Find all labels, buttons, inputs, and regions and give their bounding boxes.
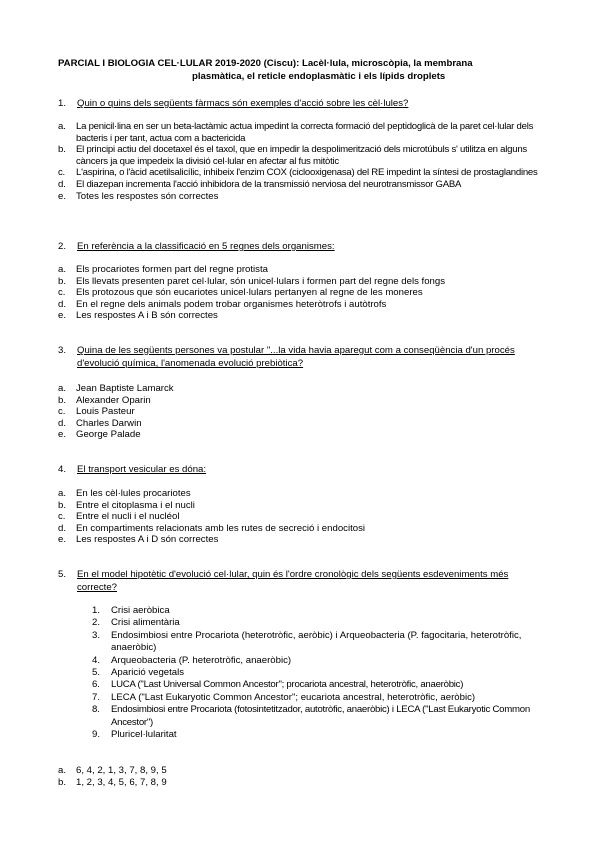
option-a [58, 488, 548, 500]
event-text: Pluricel·lularitat [111, 729, 177, 741]
event-text: Aparició vegetals [111, 667, 185, 679]
option-text: Entre el nucli i el nucléol [76, 511, 180, 523]
question-5-options [58, 765, 548, 788]
question-number: 2. [58, 241, 67, 252]
question-text: En el model hipotètic d'evolució cel·lular, quin és l'ordre cronològic dels següents esdeveniments més correcte? [77, 569, 509, 593]
question-4 [58, 463, 548, 476]
option-a [58, 765, 548, 777]
event-text: LUCA ("Last Universal Common Ancestor"; procariota ancestral, heterotròfic, anaeròbic) [111, 679, 464, 691]
option-letter: c. [58, 406, 66, 418]
question-2-options [58, 264, 548, 322]
question-number: 4. [58, 464, 67, 475]
option-text: Jean Baptiste Lamarck [76, 383, 174, 394]
question-number: 5. [58, 569, 67, 580]
option-letter: c. [58, 167, 65, 179]
event-item [92, 617, 542, 629]
option-text: L'aspirina, o l'àcid acetilsalicílic, inhibeix l'enzim COX (ciclooxigenasa) del RE impedint la síntesi de prostaglandines [76, 167, 538, 179]
event-text: Crisi alimentària [111, 617, 180, 629]
event-item [92, 655, 542, 667]
option-text: 6, 4, 2, 1, 3, 7, 8, 9, 5 [76, 765, 167, 776]
option-c [58, 406, 548, 418]
event-number: 4. [92, 654, 101, 666]
page-title [58, 57, 528, 83]
question-text: Quin o quins dels següents fàrmacs són exemples d'acció sobre les cèl·lules? [77, 98, 409, 109]
event-item [92, 605, 542, 617]
option-letter: a. [58, 383, 67, 394]
title-line-1: PARCIAL I BIOLOGIA CEL·LULAR 2019-2020 (Ciscu): Lacèl·lula, microscòpia, la membrana [58, 58, 473, 69]
option-c [58, 287, 548, 299]
option-text: Entre el citoplasma i el nucli [76, 499, 195, 511]
option-c [58, 511, 548, 523]
option-a [58, 383, 548, 395]
event-item [92, 679, 542, 691]
event-item [92, 667, 542, 679]
option-letter: b. [58, 776, 67, 788]
event-item [92, 729, 542, 741]
option-letter: b. [58, 499, 67, 511]
option-d [58, 179, 548, 191]
question-1 [58, 97, 548, 110]
option-text: 1, 2, 3, 4, 5, 6, 7, 8, 9 [76, 776, 167, 788]
question-5-events [92, 605, 542, 741]
option-letter: d. [58, 417, 67, 429]
option-b [58, 144, 548, 167]
option-text: La penicil·lina en ser un beta-lactàmic actua impedint la correcta formació del peptidoglicà de la paret cel·lular dels bacteris i per tant, actua com a bactericida [76, 121, 534, 144]
option-letter: a. [58, 765, 67, 776]
option-letter: c. [58, 287, 66, 299]
option-letter: a. [58, 121, 66, 132]
option-text: Els procariotes formen part del regne protista [76, 264, 268, 275]
option-d [58, 523, 548, 535]
option-text: Louis Pasteur [76, 406, 135, 418]
option-text: George Palade [76, 429, 141, 441]
option-e [58, 191, 548, 203]
option-e [58, 534, 548, 546]
event-item [92, 692, 542, 704]
event-number: 8. [92, 704, 100, 716]
option-text: Els llevats presenten paret cel·lular, són unicel·lulars i formen part del regne dels fongs [76, 275, 446, 287]
question-5 [58, 568, 548, 594]
event-text: Crisi aeròbica [111, 605, 170, 616]
event-text: Endosimbiosi entre Procariota (fotosintetitzador, autotròfic, anaeròbic) i LECA ("Last Eukaryotic Common Ancestor") [111, 704, 530, 728]
event-number: 5. [92, 667, 101, 679]
question-text: El transport vesicular es dóna: [77, 464, 207, 475]
question-text: Quina de les següents persones va postular "...la vida havia aparegut com a conseqüència d'un procés d'evolució química, l'anomenada evolució prebiòtica? [77, 345, 515, 369]
option-letter: b. [58, 275, 67, 287]
option-letter: d. [58, 522, 67, 534]
option-letter: e. [58, 429, 67, 441]
option-a [58, 121, 548, 144]
option-a [58, 264, 548, 276]
option-letter: b. [58, 394, 67, 406]
option-d [58, 299, 548, 311]
option-b [58, 777, 548, 789]
option-text: Les respostes A i D són correctes [76, 534, 219, 546]
option-c [58, 167, 548, 179]
option-text: El principi actiu del docetaxel és el taxol, que en impedir la despolimerització dels microtúbuls s' utilitza en alguns càncers ja que impedeix la divisió cel·lular en afectar al fus mitòtic [76, 144, 527, 167]
event-item [92, 630, 542, 655]
option-text: Les respostes A i B són correctes [76, 310, 218, 322]
question-2 [58, 240, 548, 253]
option-letter: d. [58, 178, 66, 190]
question-3-options [58, 383, 548, 441]
event-number: 9. [92, 729, 101, 741]
question-3 [58, 344, 548, 370]
option-text: Alexander Oparin [76, 394, 151, 406]
event-number: 7. [92, 691, 101, 703]
question-4-options [58, 488, 548, 546]
option-text: Els protozous que són eucariotes unicel·lulars pertanyen al regne de les moneres [76, 287, 423, 299]
option-text: En compartiments relacionats amb les rutes de secreció i endocitosi [76, 522, 366, 534]
option-d [58, 418, 548, 430]
event-number: 3. [92, 629, 101, 641]
option-text: En les cèl·lules procariotes [76, 488, 191, 499]
question-1-options [58, 121, 548, 202]
option-letter: d. [58, 298, 67, 310]
event-number: 6. [92, 679, 100, 691]
question-number: 3. [58, 345, 67, 356]
option-b [58, 500, 548, 512]
event-text: Arqueobacteria (P. heterotròfic, anaeròbic) [111, 654, 292, 666]
option-letter: a. [58, 488, 67, 499]
event-item [92, 704, 542, 729]
event-text: Endosimbiosi entre Procariota (heterotròfic, aeròbic) i Arqueobacteria (P. fagocitaria, heterotròfic, anaeròbic) [111, 629, 522, 654]
event-number: 2. [92, 617, 101, 629]
event-text: LECA ("Last Eukaryotic Common Ancestor"; eucariota ancestral, heterotròfic, aeròbic) [111, 691, 476, 703]
option-text: Charles Darwin [76, 417, 142, 429]
option-letter: e. [58, 190, 67, 202]
option-letter: e. [58, 310, 67, 322]
option-text: Totes les respostes són correctes [76, 190, 219, 202]
option-letter: a. [58, 264, 67, 275]
option-text: El diazepan incrementa l'acció inhibidora de la transmissió nerviosa del neurotransmissor GABA [76, 178, 462, 190]
option-letter: c. [58, 511, 66, 523]
question-number: 1. [58, 98, 67, 109]
option-e [58, 429, 548, 441]
event-number: 1. [92, 605, 101, 616]
option-b [58, 276, 548, 288]
option-text: En el regne dels animals podem trobar organismes heteròtrofs i autòtrofs [76, 298, 387, 310]
option-letter: e. [58, 534, 67, 546]
option-b [58, 395, 548, 407]
option-e [58, 310, 548, 322]
option-letter: b. [58, 144, 66, 156]
title-line-2: plasmàtica, el reticle endoplasmàtic i els lípids droplets [192, 71, 446, 82]
question-text: En referència a la classificació en 5 regnes dels organismes: [77, 241, 335, 252]
